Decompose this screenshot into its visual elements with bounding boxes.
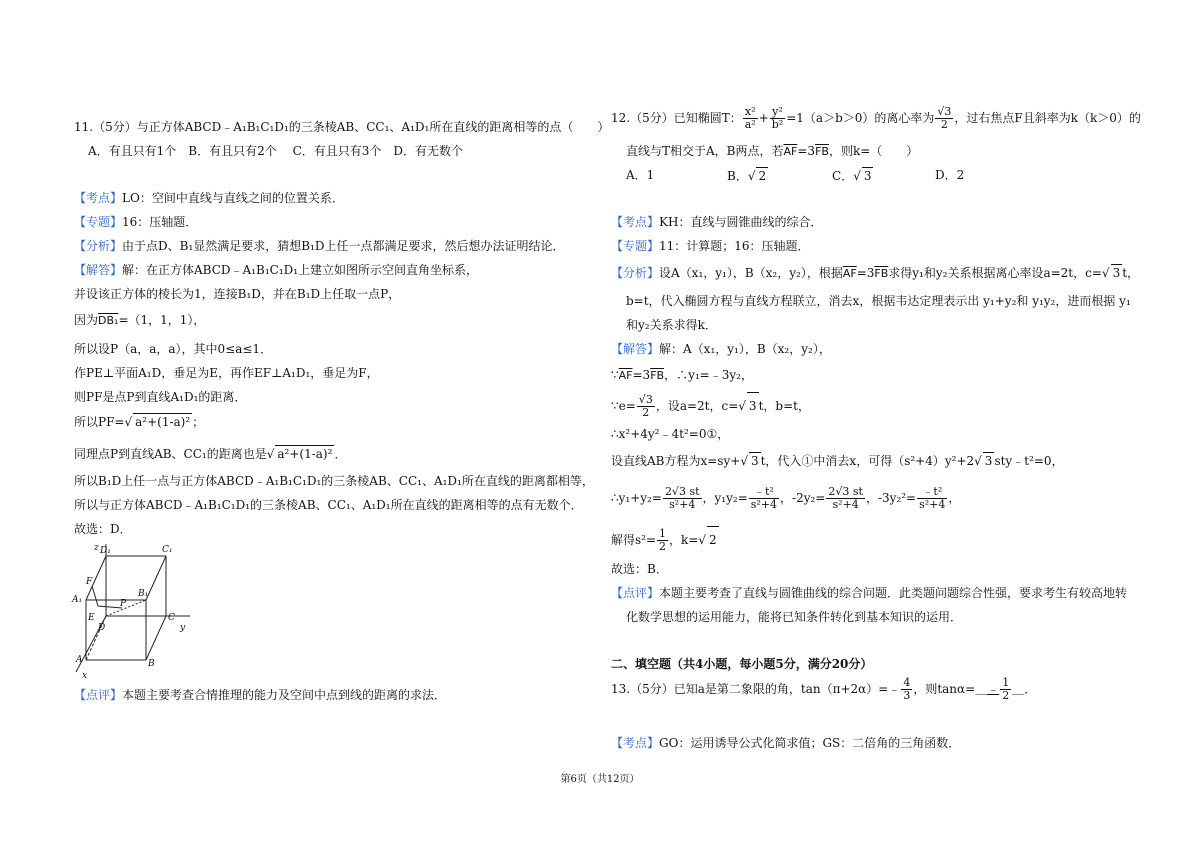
kaodian-12: 【考点】KH：直线与圆锥曲线的综合． xyxy=(611,215,823,229)
solution-line: ∴x²+4y²﹣4t²=0①， xyxy=(611,427,730,441)
page-footer: 第6页（共12页） xyxy=(560,774,640,785)
solution-line: 故选：D． xyxy=(74,522,132,536)
dianping-12: 【点评】本题主要考查了直线与圆锥曲线的综合问题．此类题问题综合性强，要求考生有较高地转 xyxy=(611,586,1128,600)
solution-line: 所以B₁D上任一点与正方体ABCD﹣A₁B₁C₁D₁的三条棱AB、CC₁、A₁D₁所在直线的距离都相等， xyxy=(74,474,594,488)
fenxi-line: b=t，代入椭圆方程与直线方程联立，消去x，根据韦达定理表示出 y₁+y₂和 y₁y₂，进而根据 y₁ xyxy=(626,294,1131,308)
solution-line: ∴y₁+y₂= $\frac{2√3 st}{\text{s²+4}}$ ，y₁y₂= $\frac{\text{﹣t²}}{\text{s²+4}}$ ，-2y₂= $\frac{2√3 st}{\text{s²+4}}$ ，-3y₂²= $\frac{\text{﹣t²}}{\text{s²+4}}$ ， xyxy=(611,485,961,511)
axis-label: y xyxy=(180,623,186,633)
solution-line: 作PE⊥平面A₁D，垂足为E，再作EF⊥A₁D₁，垂足为F， xyxy=(74,366,379,380)
kaodian-11: 【考点】LO：空间中直线与直线之间的位置关系． xyxy=(74,191,344,205)
jieda-12: 【解答】解：A（x₁，y₁），B（x₂，y₂）， xyxy=(611,342,831,356)
fenxi-11: 【分析】由于点D、B₁显然满足要求，猜想B₁D上任一点都满足要求，然后想办法证明结论． xyxy=(74,239,565,253)
axis-label: z xyxy=(94,543,99,553)
kaodian-13: 【考点】GO：运用诱导公式化简求值；GS：二倍角的三角函数． xyxy=(611,736,961,750)
q12-stem: 12.（5分）已知椭圆T： $\frac{\text{x²}}{\text{a²}}$ + $\frac{\text{y²}}{\text{b²}}$ =1（a＞b＞0）的离心率为 $\frac{√3}{2}$ ，过右焦点F且斜率为k（k＞0）的 xyxy=(611,105,1141,131)
jieda-11: 【解答】解：在正方体ABCD﹣A₁B₁C₁D₁上建立如图所示空间直角坐标系， xyxy=(74,263,479,277)
cube-figure xyxy=(70,540,210,680)
solution-line: 并设该正方体的棱长为1，连接B₁D，并在B₁D上任取一点P， xyxy=(74,287,401,301)
dianping-line: 化数学思想的运用能力，能将已知条件转化到基本知识的运用． xyxy=(626,610,963,624)
section-heading: 二、填空题（共4小题，每小题5分，满分20分） xyxy=(611,657,873,671)
fenxi-line: 和y₂关系求得k． xyxy=(626,318,717,332)
q11-options: A．有且只有1个 B．有且只有2个 C．有且只有3个 D．有无数个 xyxy=(88,144,464,158)
solution-line: $\because\overline{AF}=3\overline{FB}$，∴y₁=﹣3y₂， xyxy=(611,368,753,382)
vertex-label: B₁ xyxy=(138,589,149,599)
solution-line: 因为DB₁=（1，1，1）， xyxy=(74,313,206,327)
fenxi-12: 【分析】设A（x₁，y₁），B（x₂，y₂），根据$\overline{AF}=3\overline{FB}$求得y₁和y₂关系根据离心率设a=2t，c=√ 3 t， xyxy=(611,266,1140,280)
solution-line: 解得s²= $\frac{1}{2}$ ，k=√ 2 xyxy=(611,527,717,553)
axis-label: x xyxy=(82,671,88,680)
vertex-label: D₁ xyxy=(100,546,111,556)
dianping-11: 【点评】本题主要考查合情推理的能力及空间中点到线的距离的求法． xyxy=(74,688,447,702)
q12-option-a: A．1 xyxy=(626,168,655,182)
q12-option-b: B．√ 2 xyxy=(727,169,767,183)
solution-line: 则PF是点P到直线A₁D₁的距离． xyxy=(74,390,247,404)
q12-option-d: D．2 xyxy=(935,168,965,182)
q12-stem-line2: 直线与T相交于A，B两点，若$\overline{AF}=3\overline{FB}$，则k=（ ） xyxy=(626,144,919,158)
vertex-label: C xyxy=(168,613,175,623)
solution-line: 故选：B． xyxy=(611,562,668,576)
solution-line: ∵e= $\frac{√3}{2}$ ，设a=2t，c=√ 3 t，b=t， xyxy=(611,393,810,419)
vertex-label: A xyxy=(76,655,83,665)
solution-line: 所以与正方体ABCD﹣A₁B₁C₁D₁的三条棱AB、CC₁、A₁D₁所在直线的距离相等的点有无数个． xyxy=(74,498,583,512)
q11-stem: 11.（5分）与正方体ABCD﹣A₁B₁C₁D₁的三条棱AB、CC₁、A₁D₁所在直线的距离相等的点（ ） xyxy=(74,120,610,134)
vertex-label: A₁ xyxy=(72,595,83,605)
vertex-label: E xyxy=(88,613,95,623)
solution-line: 所以设P（a，a，a），其中0≤a≤1． xyxy=(74,342,273,356)
solution-line: 同理点P到直线AB、CC₁的距离也是√ a²+(1-a)² ． xyxy=(74,447,347,461)
vertex-label: F xyxy=(86,577,93,587)
q13-stem: 13.（5分）已知a是第二象限的角，tan（π+2α）=﹣ $\frac{4}{3}$ ，则tanα=＿﹣ $\frac{1}{2}$ ＿． xyxy=(611,676,1037,702)
vertex-label: C₁ xyxy=(162,545,173,555)
zhuanti-11: 【专题】16：压轴题． xyxy=(74,215,198,229)
solution-line: 所以PF=√ a²+(1-a)² ； xyxy=(74,415,205,429)
vertex-label: B xyxy=(148,659,155,669)
solution-line: 设直线AB方程为x=sy+√ 3 t，代入①中消去x，可得（s²+4）y²+2√ 3 sty﹣t²=0， xyxy=(611,454,1064,468)
vertex-label: D xyxy=(98,623,106,633)
vertex-label: P xyxy=(120,599,127,609)
q12-option-c: C．√ 3 xyxy=(832,169,872,183)
zhuanti-12: 【专题】11：计算题；16：压轴题． xyxy=(611,239,810,253)
